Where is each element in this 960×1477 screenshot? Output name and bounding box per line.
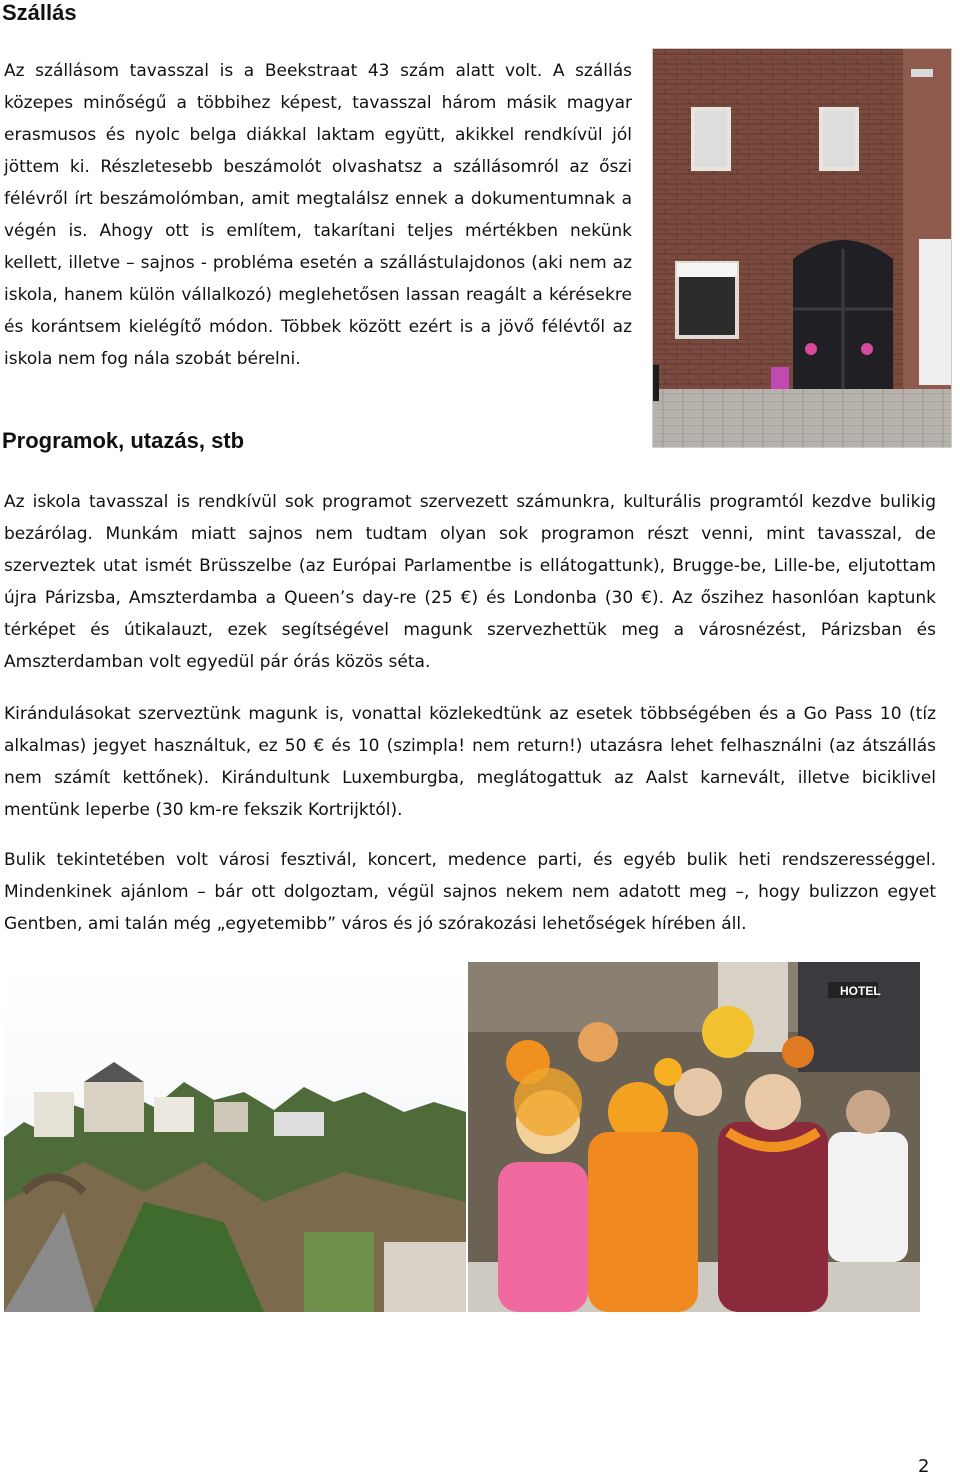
paragraph-accommodation: Az szállásom tavasszal is a Beekstraat 43 szám alatt volt. A szállás közepes minőségű a többihez képest, tavasszal három másik magyar erasmusos és nyolc belga diákkal laktam együtt, akikkel rendkívül jól jöttem ki. Részletesebb beszámolót olvashatsz a szállásomról az őszi félévről írt beszámolómban, amit megtalálsz ennek a dokumentumnak a végén is. Ahogy ott is említem, takarítani teljes mértékben nekünk kellett, illetve – sajnos - probléma esetén a szállástulajdonos (aki nem az iskola, hanem külön vállalkozó) meglehetősen lassan reagált a kérésekre és korántsem kielégítő módon. Többek között ezért is a jövő félévtől az iskola nem fog nála szobát bérelni.: [4, 61, 632, 369]
paragraph-trips: Kirándulásokat szerveztünk magunk is, vonattal közlekedtünk az esetek többségében és a Go Pass 10 (tíz alkalmas) jegyet használtuk, ez 50 € és 10 (szimpla! nem return!) utazásra lehet felhasználni (az átszállás nem számít kettőnek). Kirándultunk Luxemburgba, meglátogattuk az Aalst karnevált, illetve biciklivel mentünk leperbe (30 km-re fekszik Kortrijktól).: [4, 704, 936, 820]
hotel-sign: HOTEL: [840, 984, 881, 998]
paragraph-programs: Az iskola tavasszal is rendkívül sok programot szervezett számunkra, kulturális programtól kezdve bulikig bezárólag. Munkám miatt sajnos nem tudtam olyan sok programon részt venni, mint tavasszal, de szerveztek utat ismét Brüsszelbe (az Európai Parlamentbe is ellátogattunk), Brugge-be, Lille-be, eljutottam újra Párizsba, Amszterdamba a Queen’s day-re (25 €) és Londonba (30 €). Az őszihez hasonlóan kaptunk térképet és útikalauzt, ezek segítségével magunk szervezhettük meg a városnézést, Párizsban és Amszterdamban volt egyedül pár órás közös séta.: [4, 492, 936, 672]
house-photo: [652, 48, 952, 448]
party-photo-illustration: [468, 962, 920, 1312]
section-title-programok: Programok, utazás, stb: [2, 428, 245, 453]
party-photo: [468, 962, 920, 1312]
page-number: 2: [918, 1456, 930, 1477]
luxembourg-photo-illustration: [4, 962, 466, 1312]
paragraph-parties: Bulik tekintetében volt városi fesztivál, koncert, medence parti, és egyéb bulik heti rendszerességgel. Mindenkinek ajánlom – bár ott dolgoztam, végül sajnos nekem nem adatott meg –, hogy bulizzon egyet Gentben, ami talán még „egyetemibb” város és jó szórakozási lehetőségek hírében áll.: [4, 850, 936, 934]
section-title-szallas: Szállás: [2, 0, 77, 25]
house-photo-illustration: [653, 49, 951, 447]
luxembourg-photo: [4, 962, 466, 1312]
